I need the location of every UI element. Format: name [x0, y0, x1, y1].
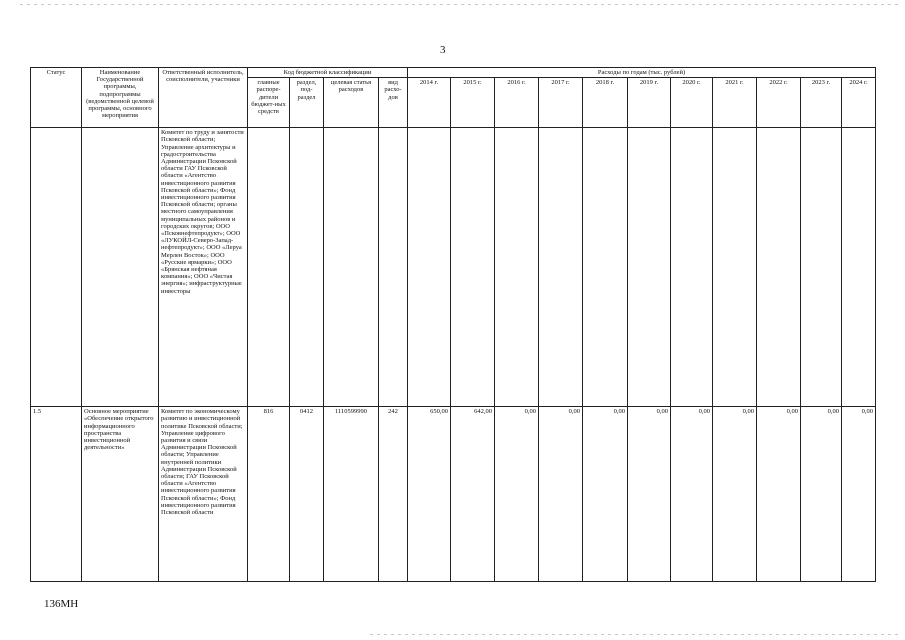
page-number: 3: [440, 44, 446, 56]
cell-value: 0,00: [713, 407, 757, 582]
cell-kbk-grbs: [248, 128, 290, 407]
header-kbk-grbs: главные распоре-дители бюджет-ных средств: [248, 78, 290, 128]
cell-value: 0,00: [757, 407, 801, 582]
cell-name: Основное мероприятие «Обеспечение открытого информационного пространства инвестиционной деятельности»: [82, 407, 159, 582]
cell-value: [628, 128, 671, 407]
cell-value: [671, 128, 713, 407]
cell-value: 0,00: [842, 407, 876, 582]
table-row: [31, 128, 876, 407]
cell-value: 0,00: [495, 407, 539, 582]
cell-value: [713, 128, 757, 407]
table-row: [31, 407, 876, 582]
cell-kbk-target: [324, 128, 379, 407]
header-year: 2022 г.: [757, 78, 801, 128]
header-year: 2019 г.: [628, 78, 671, 128]
cell-kbk-target: 1110599990: [324, 407, 379, 582]
budget-table: [30, 67, 876, 582]
header-kbk-type: вид расхо-дов: [379, 78, 408, 128]
cell-value: 650,00: [408, 407, 451, 582]
header-expenses-group: Расходы по годам (тыс. рублей): [408, 68, 876, 78]
header-kbk-group: Код бюджетной классификации: [248, 68, 408, 78]
header-year: 2015 г.: [451, 78, 495, 128]
header-executor: Ответственный исполнитель, соисполнители, участники: [159, 68, 248, 128]
cell-value: [801, 128, 842, 407]
cell-value: 0,00: [671, 407, 713, 582]
cell-kbk-grbs: 816: [248, 407, 290, 582]
header-name: Наименование Государственной программы, подпрограммы (ведомственной целевой программы, основного мероприятия: [82, 68, 159, 128]
cell-kbk-section: [290, 128, 324, 407]
header-year: 2016 г.: [495, 78, 539, 128]
scan-artifact-bottom: [370, 634, 900, 635]
header-kbk-section: раздел, под-раздел: [290, 78, 324, 128]
header-year: 2024 г.: [842, 78, 876, 128]
cell-value: 0,00: [628, 407, 671, 582]
cell-value: [451, 128, 495, 407]
header-status: Статус: [31, 68, 82, 128]
cell-value: 0,00: [539, 407, 583, 582]
cell-kbk-section: 0412: [290, 407, 324, 582]
cell-executor: Комитет по труду и занятости Псковской области; Управление архитектуры и градостроительства Администрации Псковской области ГАУ Псковской области «Агентство инвестиционного развития Псковской области»; Фонд инвестиционного развития Псковской области; органы местного самоуправления муниципальных районов и городских округов; ООО «Псковнефтепродукт»; ООО «ЛУКОЙЛ-Северо-Запад-нефтепродукт»; ООО «Леруа Мерлен Восток»; ООО «Русские ярмарки»; ООО «Брянская нефтяная компания»; ООО «Чистая энергия»; инфраструктурные инвесторы: [159, 128, 248, 407]
cell-value: 0,00: [801, 407, 842, 582]
header-year: 2017 г.: [539, 78, 583, 128]
header-year: 2023 г.: [801, 78, 842, 128]
cell-value: 642,00: [451, 407, 495, 582]
header-year: 2014 г.: [408, 78, 451, 128]
cell-status: [31, 128, 82, 407]
header-year: 2021 г.: [713, 78, 757, 128]
cell-value: [539, 128, 583, 407]
header-year: 2018 г.: [583, 78, 628, 128]
scan-artifact-top: [20, 4, 900, 5]
cell-status: 1.5: [31, 407, 82, 582]
cell-kbk-type: [379, 128, 408, 407]
header-row-1: [31, 68, 876, 78]
cell-value: [757, 128, 801, 407]
header-kbk-target: целевая статья расходов: [324, 78, 379, 128]
cell-value: 0,00: [583, 407, 628, 582]
cell-value: [842, 128, 876, 407]
cell-executor: Комитет по экономическому развитию и инвестиционной политике Псковской области; Управление цифрового развития и связи Администрации Псковской области; Управление внутренней политики Администрации Псковской области; ГАУ Псковской области «Агентство инвестиционного развития Псковской области»; Фонд инвестиционного развития Псковской области: [159, 407, 248, 582]
header-year: 2020 г.: [671, 78, 713, 128]
cell-value: [495, 128, 539, 407]
cell-name: [82, 128, 159, 407]
cell-value: [408, 128, 451, 407]
cell-value: [583, 128, 628, 407]
cell-kbk-type: 242: [379, 407, 408, 582]
document-code: 136МН: [44, 598, 79, 610]
